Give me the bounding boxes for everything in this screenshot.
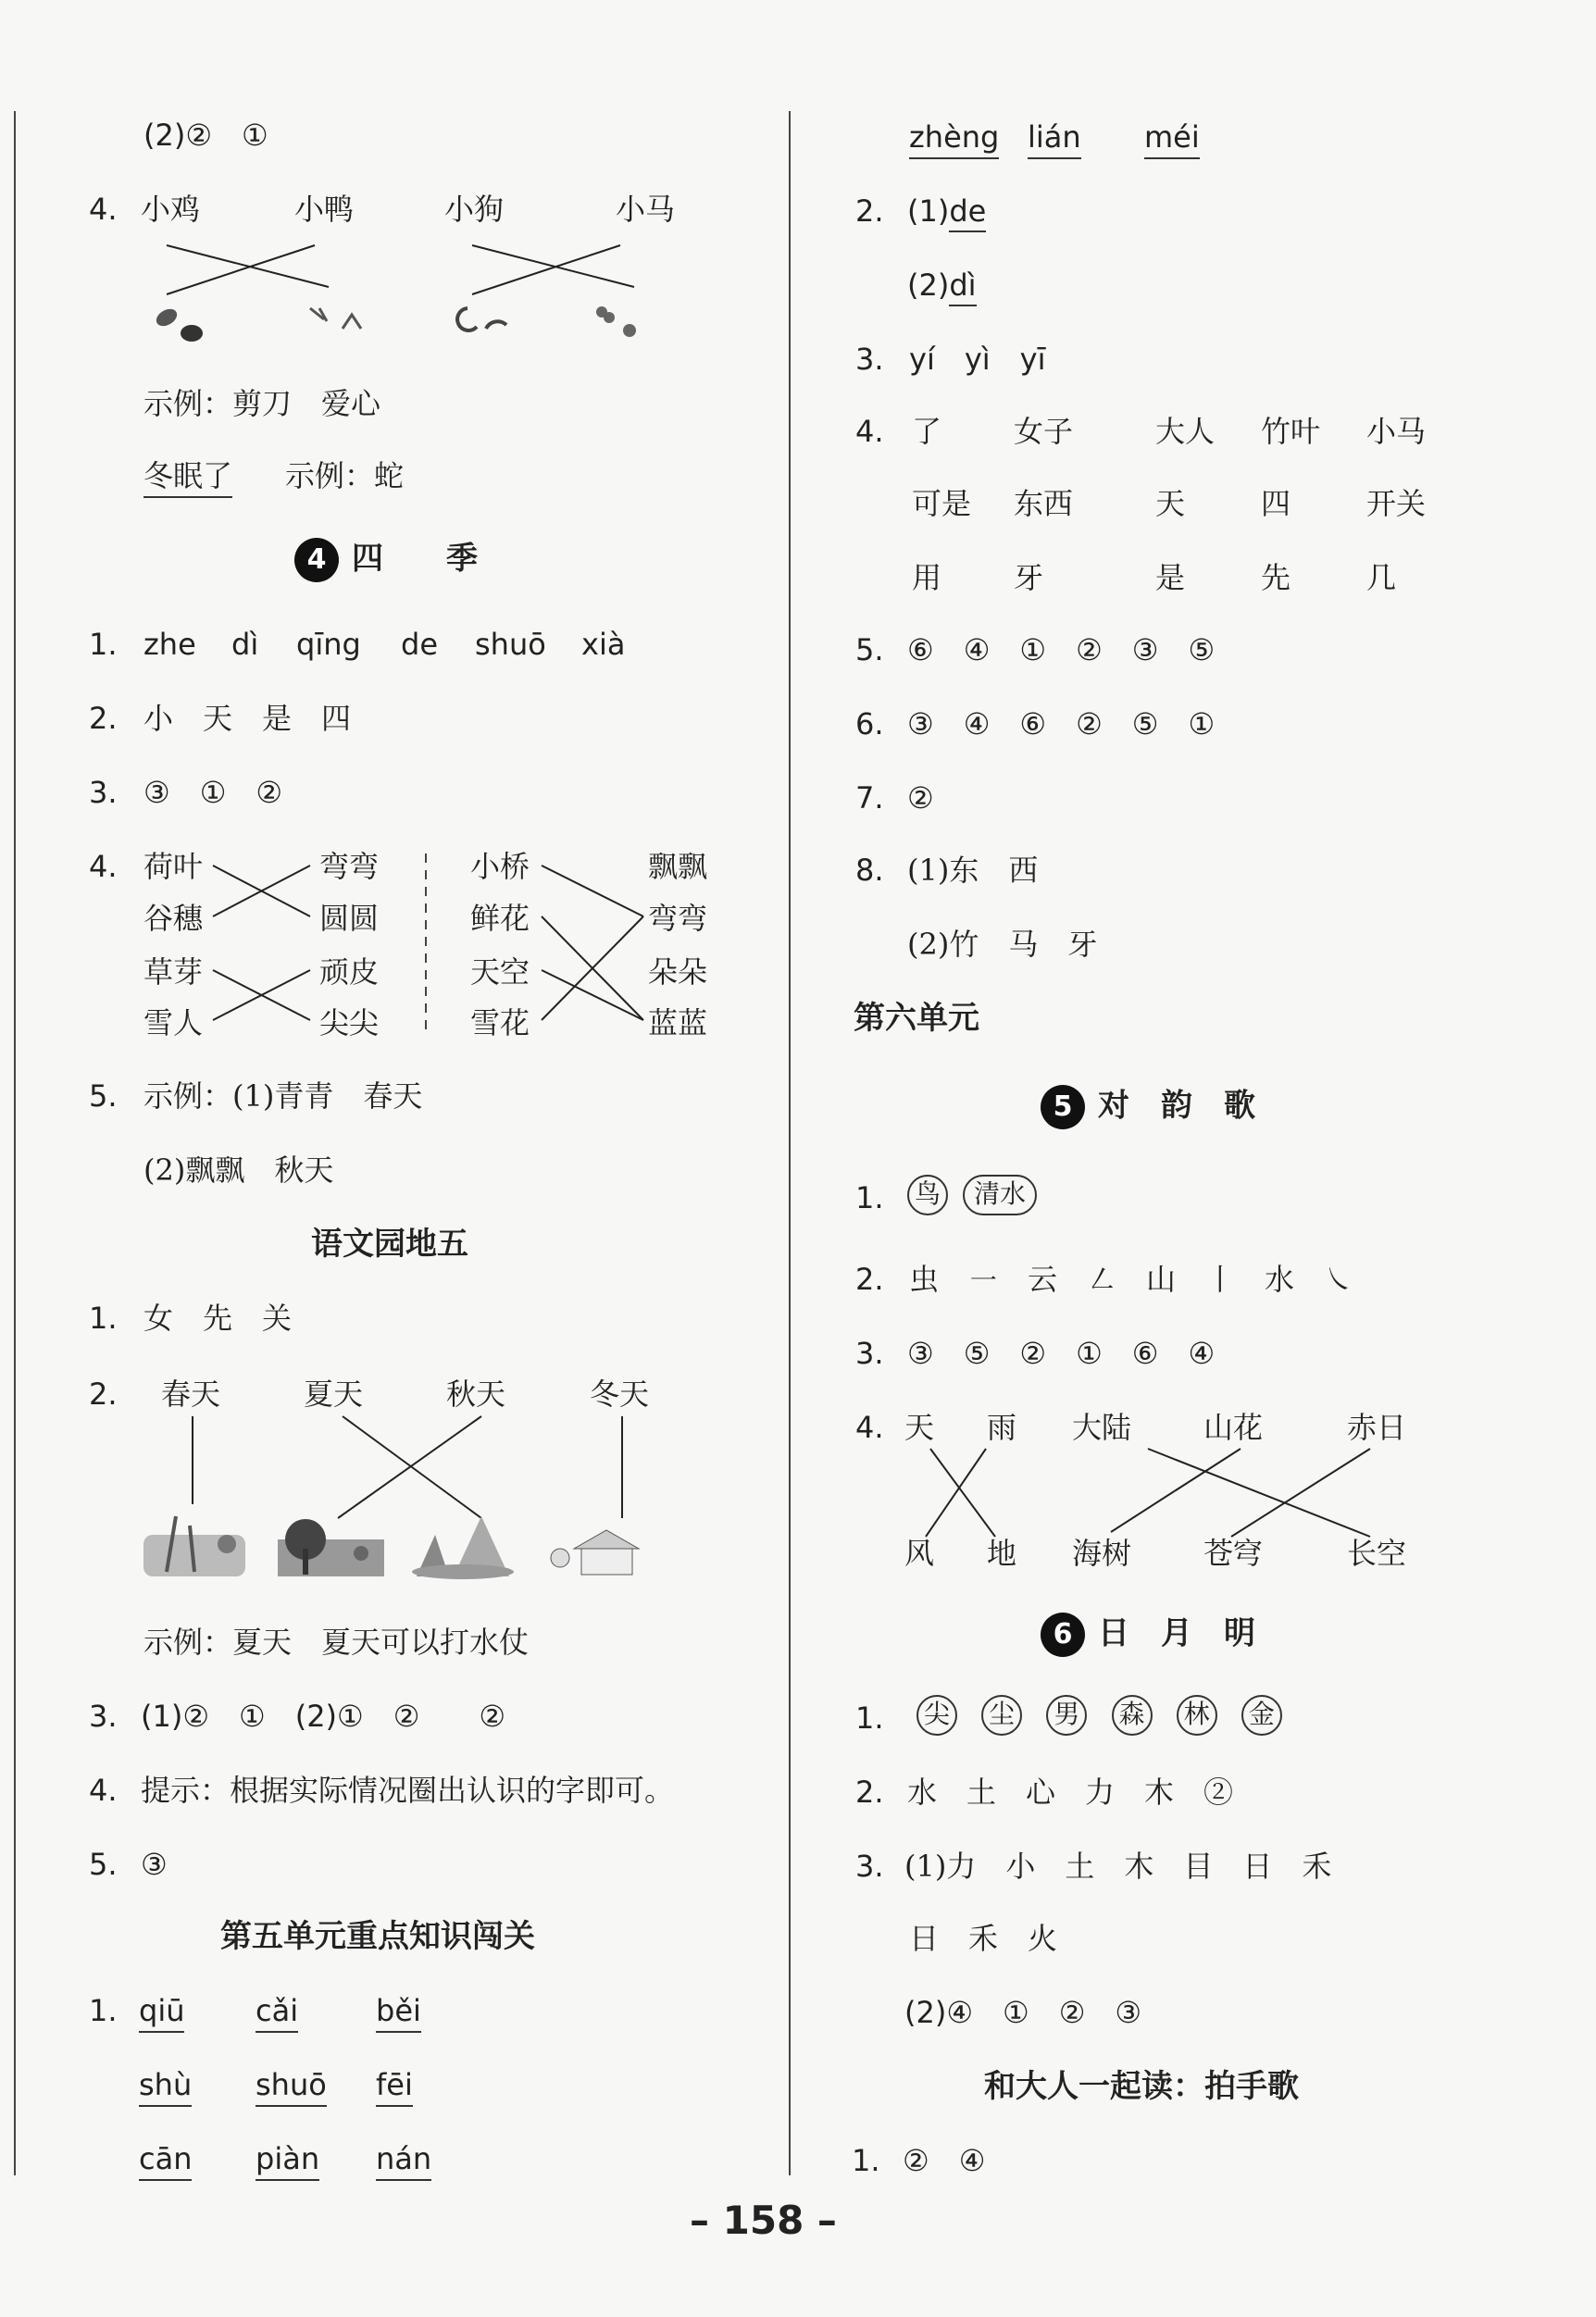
d4-2-4: 几	[1366, 560, 1397, 595]
b1-number: 1.	[89, 1301, 118, 1336]
a4-l1-3: 雪人	[143, 1005, 204, 1040]
b2-season-1: 春天	[161, 1376, 221, 1412]
top-py-1: zhèng	[909, 118, 999, 159]
a5-sub: (2)飘飘 秋天	[143, 1152, 334, 1188]
e4-bot-2: 海树	[1072, 1536, 1132, 1571]
d4-1-3: 四	[1261, 486, 1291, 521]
e1-answers	[907, 1174, 1037, 1215]
b2-example: 示例：夏天 夏天可以打水仗	[143, 1625, 530, 1660]
e4-bot-4: 长空	[1347, 1536, 1407, 1571]
f2-text: 水 土 心 力 木 ②	[907, 1775, 1234, 1810]
unit6-title: 第六单元	[854, 1000, 979, 1037]
a3-number: 3.	[89, 775, 118, 810]
b3-number: 3.	[89, 1699, 118, 1734]
season-scenes	[139, 1507, 676, 1581]
food-pictures	[153, 301, 671, 352]
c1-py-2-0: cān	[139, 2140, 192, 2181]
d7-text: ②	[907, 780, 934, 816]
top-py-3: méi	[1144, 118, 1200, 159]
d2-s2-label: (2)	[907, 268, 950, 303]
b4-number: 4.	[89, 1773, 118, 1808]
d2-s1	[907, 193, 986, 230]
a2-number: 2.	[89, 701, 118, 736]
moon-icon	[457, 308, 506, 330]
a4-l1-1: 谷穗	[143, 901, 204, 936]
d2-number: 2.	[855, 193, 884, 229]
f1-char-2: 尘	[981, 1695, 1022, 1736]
q4-word-2: 小鸭	[294, 192, 355, 227]
section-5-badge: 5	[1041, 1085, 1085, 1129]
a4-r1-1: 圆圆	[319, 901, 380, 936]
d4-2-3: 先	[1261, 560, 1291, 595]
b2-season-2: 夏天	[304, 1376, 364, 1412]
d6-text: ③ ④ ⑥ ② ⑤ ①	[907, 706, 1216, 741]
a1-py-3: qīng	[296, 627, 361, 662]
b3-text: (1)② ① (2)① ② ②	[141, 1699, 506, 1734]
d8-number: 8.	[855, 853, 884, 888]
b4-text: 提示：根据实际情况圈出认识的字即可。	[141, 1773, 675, 1808]
d7-number: 7.	[855, 780, 884, 816]
flower-icon	[596, 306, 636, 337]
example-1: 示例：剪刀 爱心	[143, 386, 381, 421]
a5-text: 示例：(1)青青 春天	[143, 1078, 423, 1114]
d4-0-1: 女子	[1014, 414, 1074, 449]
b1-text: 女 先 关	[143, 1301, 293, 1336]
f3-text: (1)力 小 土 木 目 日 禾	[904, 1849, 1332, 1884]
e1-circle-1: 鸟	[907, 1175, 948, 1215]
c1-py-0-2: běi	[376, 1992, 421, 2033]
example-2b: 示例：蛇	[285, 458, 405, 493]
a4-l2-3: 雪花	[470, 1005, 530, 1040]
a5-number: 5.	[89, 1078, 118, 1114]
a1-number: 1.	[89, 627, 118, 662]
a1-py-1: zhe	[143, 627, 196, 662]
d2-p2: dì	[949, 268, 976, 306]
a4-l2-0: 小桥	[470, 849, 530, 884]
c1-py-2-2: nán	[376, 2140, 431, 2181]
c1-py-1-2: fēi	[376, 2066, 413, 2107]
c1-py-1-0: shù	[139, 2066, 192, 2107]
a4-r1-3: 尖尖	[319, 1005, 380, 1040]
a1-py-2: dì	[231, 627, 259, 662]
d3-text: yí yì yī	[909, 342, 1046, 377]
e4-number: 4.	[855, 1410, 884, 1445]
section-5-title-text: 对 韵 歌	[1098, 1087, 1255, 1125]
e3-text: ③ ⑤ ② ① ⑥ ④	[907, 1336, 1216, 1371]
g1-number: 1.	[852, 2143, 880, 2178]
c1-py-0-0: qiū	[139, 1992, 184, 2033]
d8-text: (1)东 西	[907, 853, 1039, 888]
e2-text: 虫 ㇐ 云 ㇜ 山 丨 水 ㇏	[909, 1262, 1354, 1297]
a3-text: ③ ① ②	[143, 775, 283, 810]
f3-sub2: (2)④ ① ② ③	[904, 1995, 1142, 2030]
a4-l1-0: 荷叶	[143, 849, 204, 884]
a1-py-5: shuō	[475, 627, 546, 662]
d4-1-0: 可是	[912, 486, 972, 521]
d4-0-3: 竹叶	[1261, 414, 1321, 449]
a1-py-6: xià	[581, 627, 626, 662]
e4-bot-1: 地	[987, 1536, 1017, 1571]
d4-1-2: 天	[1155, 486, 1186, 521]
d4-number: 4.	[855, 414, 884, 449]
a4-r2-0: 飘飘	[648, 849, 708, 884]
b5-text: ③	[141, 1847, 168, 1882]
e4-bot-0: 风	[904, 1536, 935, 1571]
e4-top-1: 雨	[987, 1410, 1017, 1445]
d5-number: 5.	[855, 632, 884, 667]
example-2a: 冬眠了	[143, 457, 232, 498]
f3-sub: 日 禾 火	[909, 1921, 1058, 1956]
q4-word-4: 小马	[616, 192, 676, 227]
d4-2-0: 用	[912, 560, 942, 595]
yuwen-yuandi-5-title: 语文园地五	[311, 1226, 468, 1263]
a4-r2-1: 弯弯	[648, 901, 708, 936]
d5-text: ⑥ ④ ① ② ③ ⑤	[907, 632, 1216, 667]
section-4-badge: 4	[294, 538, 339, 582]
d4-1-1: 东西	[1014, 486, 1074, 521]
g1-text: ② ④	[903, 2143, 986, 2178]
b2-season-4: 冬天	[590, 1376, 650, 1412]
section-4-title-text: 四 季	[352, 540, 478, 578]
winter-scene-icon	[551, 1530, 639, 1575]
f1-answers	[916, 1694, 1297, 1736]
d4-0-4: 小马	[1366, 414, 1427, 449]
c1-py-1-1: shuō	[256, 2066, 327, 2107]
section-6-title	[1041, 1613, 1255, 1657]
f1-char-1: 尖	[916, 1695, 957, 1736]
e4-top-0: 天	[904, 1410, 935, 1445]
unit5-review-title: 第五单元重点知识闯关	[220, 1918, 535, 1955]
section-6-badge: 6	[1041, 1613, 1085, 1657]
d2-s2	[907, 267, 977, 304]
f1-number: 1.	[855, 1700, 884, 1736]
f1-char-5: 林	[1177, 1695, 1217, 1736]
b5-number: 5.	[89, 1847, 118, 1882]
e4-top-3: 山花	[1203, 1410, 1264, 1445]
a4-l1-2: 草芽	[143, 954, 204, 990]
d4-1-4: 开关	[1366, 486, 1427, 521]
e1-circle-2: 清水	[963, 1175, 1037, 1215]
a2-text: 小 天 是 四	[143, 701, 352, 736]
f1-char-4: 森	[1112, 1695, 1153, 1736]
a4-r1-2: 顽皮	[319, 954, 380, 990]
top-py-2: lián	[1028, 118, 1081, 159]
d8-sub: (2)竹 马 牙	[907, 927, 1098, 962]
q4-word-3: 小狗	[444, 192, 505, 227]
read-with-adults-title: 和大人一起读：拍手歌	[984, 2068, 1299, 2105]
d4-0-0: 了	[912, 414, 942, 449]
f2-number: 2.	[855, 1775, 884, 1810]
section-6-title-text: 日 月 明	[1098, 1614, 1255, 1652]
grass-icon	[310, 308, 361, 329]
spring-scene-icon	[143, 1516, 245, 1576]
d4-0-2: 大人	[1155, 414, 1216, 449]
b2-season-3: 秋天	[446, 1376, 506, 1412]
page-number: – 158 –	[690, 2198, 837, 2243]
e4-top-2: 大陆	[1072, 1410, 1132, 1445]
autumn-scene-icon	[412, 1516, 514, 1579]
a4-r2-3: 蓝蓝	[648, 1005, 708, 1040]
q4-number: 4.	[89, 192, 118, 227]
d2-s1-label: (1)	[907, 193, 950, 229]
leaf-icon	[154, 305, 203, 342]
e4-top-4: 赤日	[1347, 1410, 1407, 1445]
f3-number: 3.	[855, 1849, 884, 1884]
d4-2-1: 牙	[1014, 560, 1044, 595]
d3-number: 3.	[855, 342, 884, 377]
a4-l2-1: 鲜花	[470, 901, 530, 936]
c1-number: 1.	[89, 1993, 118, 2028]
q4-word-1: 小鸡	[141, 192, 201, 227]
a4-number: 4.	[89, 849, 118, 884]
c1-py-0-1: cǎi	[256, 1992, 298, 2033]
d2-p1: de	[949, 193, 986, 232]
c1-py-2-1: piàn	[256, 2140, 319, 2181]
d6-number: 6.	[855, 706, 884, 741]
summer-scene-icon	[278, 1519, 384, 1576]
a4-l2-2: 天空	[470, 954, 530, 990]
e4-bot-3: 苍穹	[1203, 1536, 1264, 1571]
a4-r2-2: 朵朵	[648, 954, 708, 990]
b2-number: 2.	[89, 1376, 118, 1412]
left-line-0: (2)② ①	[143, 118, 268, 153]
section-5-title	[1041, 1085, 1255, 1129]
e2-number: 2.	[855, 1262, 884, 1297]
f1-char-6: 金	[1241, 1695, 1282, 1736]
a4-r1-0: 弯弯	[319, 849, 380, 884]
e1-number: 1.	[855, 1180, 884, 1215]
e3-number: 3.	[855, 1336, 884, 1371]
a1-py-4: de	[401, 627, 438, 662]
section-4-title	[294, 538, 478, 582]
f1-char-3: 男	[1046, 1695, 1087, 1736]
d4-2-2: 是	[1155, 560, 1186, 595]
